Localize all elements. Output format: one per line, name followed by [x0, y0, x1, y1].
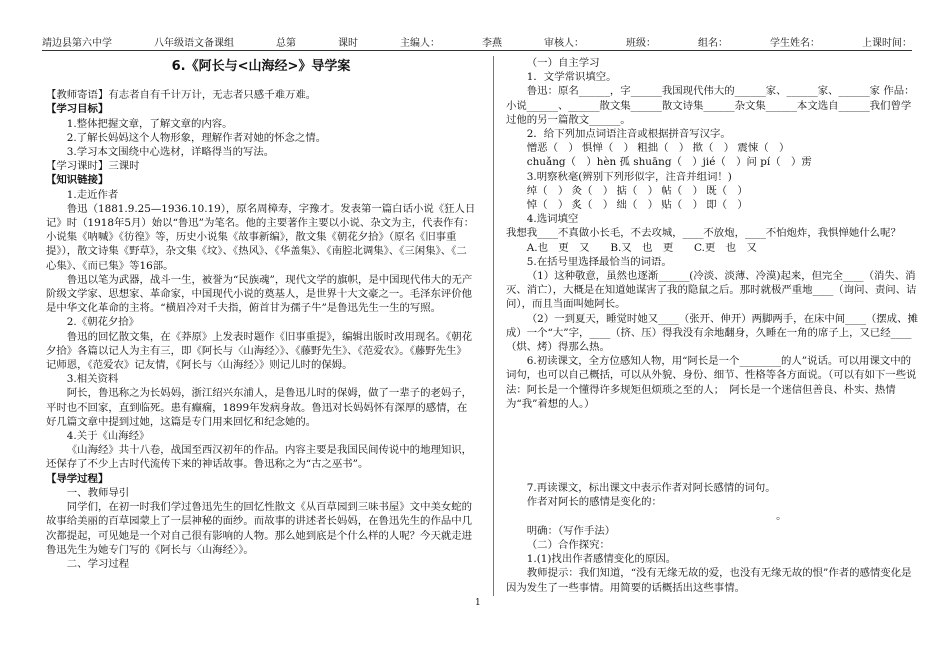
- left-paragraph: 2.了解长妈妈这个人物形象，理解作者对她的怀念之情。: [66, 131, 327, 144]
- header-item: 班级：: [626, 38, 656, 49]
- right-paragraph: （一）自主学习: [526, 57, 600, 69]
- left-paragraph: 二、学习过程: [66, 557, 130, 570]
- header-item: 课时: [338, 38, 358, 49]
- header-item: 李燕: [482, 38, 502, 49]
- header-item: 学生姓名：: [770, 38, 820, 49]
- left-paragraph: 1.走近作者: [66, 188, 119, 201]
- right-paragraph: 作者对阿长的感情是变化的：: [526, 496, 662, 509]
- right-paragraph: 明确：（写作手法）: [526, 524, 616, 537]
- document-title: 6.《阿长与<山海经>》导学案: [171, 59, 351, 74]
- right-paragraph: 1．文学常识填空。: [526, 71, 617, 84]
- header-item: 上课时间：: [862, 38, 912, 49]
- left-paragraph: 一、教师导引: [66, 486, 130, 499]
- right-paragraph: 6.初读课文，全方位感知人物，用“阿长是一个________的人”说话。可以用课文中的词句，也可以自己概括，可以从外貌、身份、细节、性格等各方面说。（可以有如下一些说法：阿长是一个懂得许多规矩但烦琐之至的人； 阿长是一个迷信但善良、朴实、热情为“我”着想的人。）: [506, 355, 917, 410]
- right-paragraph: （1）这种敬意，虽然也逐渐______(冷淡、淡薄、冷漠)起来，但完全____（消失、消灭、消亡），大概是在知道她谋害了我的隐鼠之后。那时就极严重地____（询问、责问、诘问），而且当面叫她阿长。: [506, 270, 917, 311]
- right-paragraph: 4.选词填空: [526, 213, 579, 226]
- left-paragraph: 【学习课时】三课时: [46, 160, 140, 173]
- left-paragraph: 1.整体把握文章，了解文章的内容。: [66, 117, 233, 130]
- right-paragraph: 1.(1)找出作者感情变化的原因。: [526, 553, 677, 566]
- right-paragraph: 鲁迅：原名______，字______我国现代伟大的______家、______家、______家 作品：小说______、______散文集______散文诗集______杂文集______本文选自______我们曾学过他的另一篇散文______。: [506, 85, 915, 126]
- right-paragraph: （二）合作探究：: [526, 538, 610, 551]
- left-paragraph: 4.关于《山海经》: [66, 430, 150, 443]
- left-paragraph: 鲁迅（1881.9.25—1936.10.19），原名周樟寿，字豫才。发表第一篇白话小说《狂人日记》时（1918年5月）始以“鲁迅”为笔名。他的主要著作主要以小说、杂文为主，代表作有：小说集《呐喊》《彷徨》等，历史小说集《故事新编》，散文集《朝花夕拾》（原名《旧事重提》），散文诗集《野草》，杂文集《坟》、《热风》、《华盖集》、《南腔北调集》、《三闲集》、《二心集》、《而已集》等16部。: [46, 202, 476, 272]
- page-header: [42, 34, 912, 51]
- left-paragraph: 3.学习本文围绕中心选材，详略得当的写法。: [66, 146, 275, 159]
- right-paragraph: 教师提示：我们知道，“没有无缘无故的爱，也没有无缘无故的恨”作者的感情变化是因为发生了一些事情。用简要的话概括出这些事情。: [506, 567, 912, 594]
- left-paragraph: 同学们，在初一时我们学过鲁迅先生的回忆性散文《从百草园到三味书屋》文中美女蛇的故事给美丽的百草园蒙上了一层神秘的面纱。而故事的讲述者长妈妈，在鲁迅先生的作品中几次都提起，可见她是一个对自己很有影响的人物。那么她到底是个什么样的人呢？今天就走进鲁迅先生为她专门写的《阿长与〈山海经〉》。: [46, 501, 473, 556]
- right-paragraph: 7.再读课文，标出课文中表示作者对阿长感情的词句。: [526, 482, 776, 495]
- right-paragraph: 。: [526, 510, 787, 523]
- right-paragraph: 绰（ ） 灸（ ） 掂（ ） 帖（ ） 既（ ）: [526, 184, 748, 197]
- header-item: 总第: [276, 38, 296, 49]
- right-paragraph: [506, 411, 918, 481]
- right-paragraph: （2）一到夏天，睡觉时她又____（张开、伸开）两脚两手，在床中间____（摆成、摊成）一个“大”字，____（挤、压）得我没有余地翻身，久睡在一角的席子上，又已经____（烘、烤）得那么热。: [506, 312, 918, 354]
- left-paragraph: 【知识链接】: [46, 174, 109, 187]
- right-paragraph: chuǎng（ ）hèn 孤 shuāng（ ）jié（ ）问 pí（ ）雳: [526, 156, 812, 169]
- right-paragraph: 悼（ ） 炙（ ） 绌（ ） 贴（ ） 即（ ）: [526, 199, 748, 212]
- right-paragraph: 3.明察秋毫(辨别下列形似字，注音并组词！): [526, 170, 732, 183]
- header-item: 组名：: [698, 38, 728, 49]
- left-paragraph: 【学习目标】: [46, 103, 109, 116]
- left-paragraph: 鲁迅以笔为武器，战斗一生，被誉为“民族魂”，现代文学的旗帜，是中国现代伟大的无产阶级文学家、思想家、革命家，中国现代小说的奠基人，是世界十大文豪之一。毛泽东评价他是中华文化革命的主将。“横眉冷对千夫指，俯首甘为孺子牛”是鲁迅先生一生的写照。: [46, 273, 473, 315]
- left-column: [46, 56, 476, 571]
- left-paragraph: 《山海经》共十八卷，战国至西汉初年的作品。内容主要是我国民间传说中的地理知识，还保存了不少上古时代流传下来的神话故事。鲁迅称之为“古之巫书”。: [46, 444, 473, 471]
- left-paragraph: 3.相关资料: [66, 373, 119, 386]
- right-paragraph: A.也 更 又 B.又 也 更 C.更 也 又: [526, 241, 757, 254]
- right-paragraph: 我想我____不真做小长毛，不去攻城，____不放炮，____不怕炮炸，我惧惮她什么呢？: [506, 227, 901, 240]
- left-paragraph: 2.《朝花夕拾》: [66, 316, 140, 329]
- header-item: 审核人：: [544, 38, 584, 49]
- header-item: 靖边县第六中学: [42, 38, 112, 49]
- right-paragraph: 5.在括号里选择最恰当的词语。: [526, 255, 672, 268]
- left-paragraph: 鲁迅的回忆散文集，在《莽原》上发表时题作《旧事重提》，编辑出版时改用现名。《朝花夕拾》各篇以记人为主有三，即《阿长与〈山海经〉》、《藤野先生》、《范爱农》。《藤野先生》记师恩，《范爱农》记友情，《阿长与〈山海经〉》则记儿时的保姆。: [46, 330, 473, 372]
- left-paragraph: 【教师寄语】有志者自有千计万计，无志者只感千难万难。: [46, 89, 317, 102]
- header-item: 主编人：: [400, 38, 440, 49]
- left-paragraph: 阿长，鲁迅称之为长妈妈，浙江绍兴东浦人，是鲁迅儿时的保姆，做了一辈子的老妈子，平时也不回家，直到临死。患有癫痫，1899年发病身故。鲁迅对长妈妈怀有深厚的感情，在好几篇文章中提到过她，这篇是专门用来回忆和纪念她的。: [46, 387, 473, 428]
- right-column: [506, 56, 918, 595]
- right-paragraph: 憎恶（ ） 惧惮（ ） 粗拙（ ） 揿（ ） 震悚（ ）: [526, 142, 790, 155]
- page-number: 1: [475, 598, 481, 608]
- header-item: 八年级语文备课组: [154, 38, 234, 49]
- left-paragraph: 【导学过程】: [46, 472, 109, 485]
- right-paragraph: 2．给下列加点词语注音或根据拼音写汉字。: [526, 128, 731, 141]
- column-divider: [493, 56, 494, 596]
